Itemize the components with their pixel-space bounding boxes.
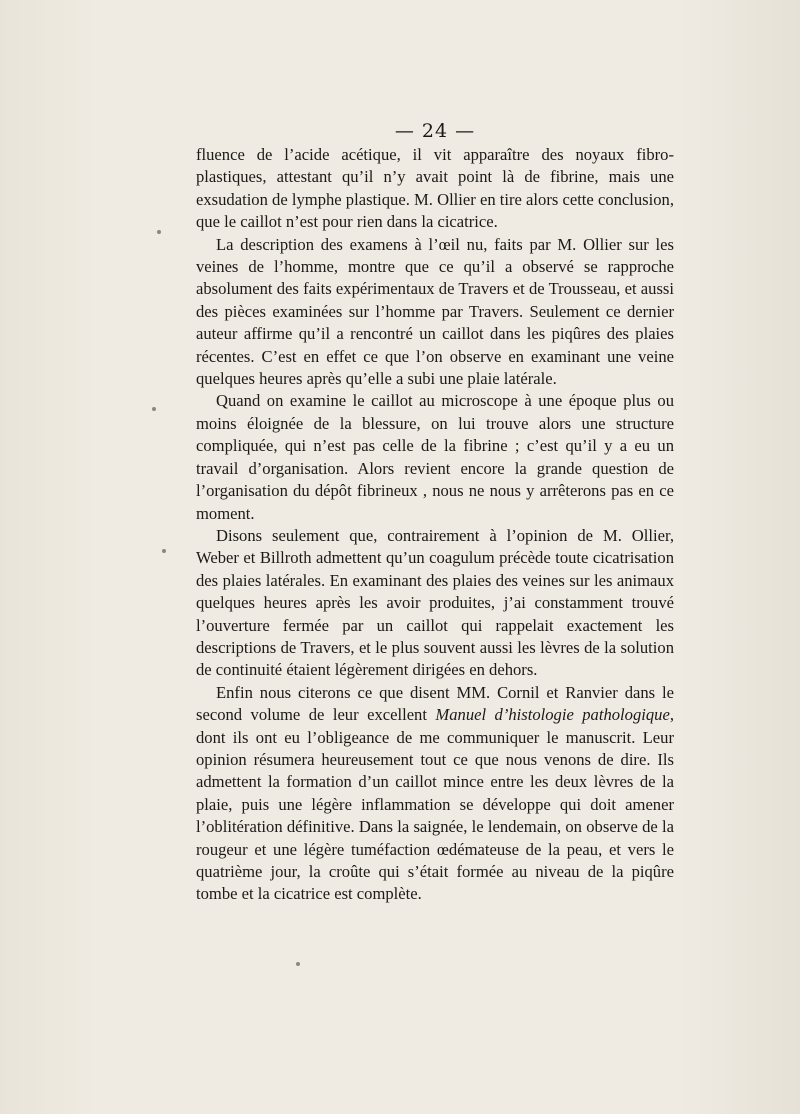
paragraph-5-end: , dont ils ont eu l’obligeance de me communiquer le manuscrit. Leur opinion résumera heureusement tout ce que nous venons de dire. Ils admettent la formation d’un caillot mince entre les deux lèvres de la plaie, puis une légère inflammation se développe qui doit amener l’oblitération définitive. Dans la saignée, le lendemain, on observe de la rougeur et une légère tuméfaction œdémateuse de la peau, et vers le quatrième jour, la croûte qui s’était formée au niveau de la piqûre tombe et la cicatrice est complète. [196, 705, 674, 904]
margin-speck [152, 407, 156, 411]
book-title: Manuel d’histologie pathologique [435, 705, 670, 725]
page-number: — 24 — [394, 120, 476, 142]
margin-speck [296, 962, 300, 966]
paragraph-5-start: Enfin nous citerons ce que disent MM. Cornil et Ranvier dans le second volume de leur excellent [196, 682, 674, 725]
paragraph-3: Quand on examine le caillot au microscope à une époque plus ou moins éloignée de la blessure, on lui trouve alors une structure compliquée, qui n’est pas celle de la fibrine ; c’est qu’il y a eu un travail d’organisation. Alors revient encore la grande question de l’organisation du dépôt fibrineux , nous ne nous y arrêterons pas en ce moment. [196, 391, 674, 523]
paragraph-2: La description des examens à l’œil nu, faits par M. Ollier sur les veines de l’homme, montre que ce qu’il a observé se rapproche absolument des faits expérimentaux de Travers et de Trousseau, et aussi des pièces examinées sur l’homme par Travers. Seulement ce dernier auteur affirme qu’il a rencontré un caillot dans les piqûres des plaies récentes. C’est en effet ce que l’on observe en examinant une veine quelques heures après qu’elle a subi une plaie latérale. [196, 234, 674, 389]
paragraph-1: fluence de l’acide acétique, il vit apparaître des noyaux fibro-plastiques, attestant qu’il n’y avait point là de fibrine, mais une exsudation de lymphe plastique. M. Ollier en tire alors cette conclusion, que le caillot n’est pour rien dans la cicatrice. [196, 145, 674, 232]
paragraph-5 [196, 682, 674, 906]
paragraph-4: Disons seulement que, contrairement à l’opinion de M. Ollier, Weber et Billroth admettent qu’un coagulum précède toute cicatrisation des plaies latérales. En examinant des plaies des veines sur les animaux quelques heures après les avoir produites, j’ai constamment trouvé l’ouverture fermée par un caillot qui rappelait exactement les descriptions de Travers, et le plus souvent aussi les lèvres de la solution de continuité étaient légèrement dirigées en dehors. [196, 525, 674, 680]
body-text [196, 144, 674, 906]
margin-speck [157, 230, 161, 234]
margin-speck [162, 549, 166, 553]
